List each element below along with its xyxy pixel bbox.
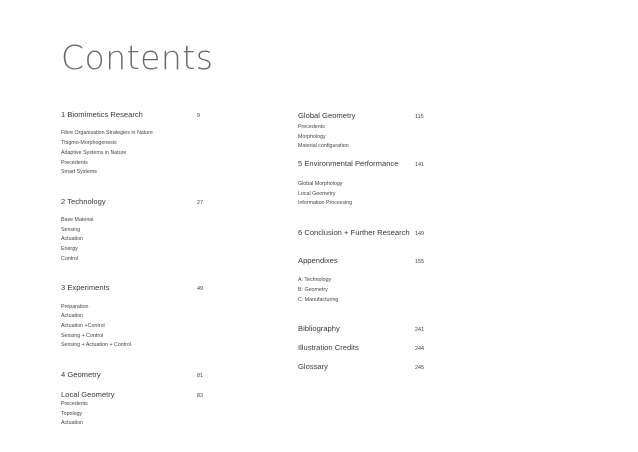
toc-subsection[interactable]: Precedents — [61, 160, 88, 166]
toc-subsection[interactable]: Sensing — [61, 227, 81, 233]
toc-section-title: Global Geometry — [298, 111, 356, 120]
toc-page-number: 81 — [197, 373, 203, 379]
toc-subsection[interactable]: Local Geometry — [298, 191, 336, 197]
toc-page-number: 244 — [415, 346, 424, 352]
toc-chapter-title: 1 Biomimetics Research — [61, 110, 143, 119]
toc-page-number: 155 — [415, 259, 424, 265]
toc-subsection[interactable]: Actuation — [61, 236, 84, 242]
toc-page-number: 27 — [197, 200, 203, 206]
toc-subsection[interactable]: Actuation — [61, 313, 84, 319]
toc-subsection[interactable]: A: Technology — [298, 277, 332, 283]
toc-chapter-title: 6 Conclusion + Further Research — [298, 228, 410, 237]
toc-chapter-title: 4 Geometry — [61, 370, 101, 379]
toc-subsection[interactable]: Precedents — [61, 401, 88, 407]
toc-subsection[interactable]: Information Processing — [298, 200, 353, 206]
toc-subsection[interactable]: Sensing + Control — [61, 333, 104, 339]
toc-page-number: 149 — [415, 231, 424, 237]
toc-subsection[interactable]: Smart Systems — [61, 169, 97, 175]
toc-page-number: 141 — [415, 162, 424, 168]
toc-chapter-title: Bibliography — [298, 324, 340, 333]
toc-subsection[interactable]: Topology — [61, 411, 83, 417]
toc-subsection[interactable]: Base Material — [61, 217, 94, 223]
toc-subsection[interactable]: Material configuration — [298, 143, 349, 149]
toc-chapter-title: 2 Technology — [61, 197, 106, 206]
toc-subsection[interactable]: Thigmo-Morphogenesis — [61, 140, 117, 146]
toc-chapter-title: Illustration Credits — [298, 343, 359, 352]
toc-page-number: 83 — [197, 393, 203, 399]
toc-subsection[interactable]: B: Geometry — [298, 287, 328, 293]
toc-subsection[interactable]: Actuation +Control — [61, 323, 105, 329]
toc-page-number: 245 — [415, 365, 424, 371]
toc-subsection[interactable]: Global Morphology — [298, 181, 343, 187]
toc-subsection[interactable]: Preparation — [61, 304, 89, 310]
page-title: Contents — [61, 38, 214, 77]
toc-section-title: Local Geometry — [61, 390, 115, 399]
toc-subsection[interactable]: Actuation — [61, 420, 84, 426]
toc-chapter-title: 3 Experiments — [61, 283, 110, 292]
toc-subsection[interactable]: Control — [61, 256, 79, 262]
toc-chapter-title: Appendixes — [298, 256, 338, 265]
toc-subsection[interactable]: Morphology — [298, 134, 326, 140]
toc-chapter-title: Glossary — [298, 362, 328, 371]
toc-subsection[interactable]: C: Manufacturing — [298, 297, 339, 303]
toc-subsection[interactable]: Adaptive Systems in Nature — [61, 150, 127, 156]
toc-page-number: 9 — [197, 113, 200, 119]
toc-page-number: 115 — [415, 114, 424, 120]
toc-subsection[interactable]: Sensing + Actuation + Control — [61, 342, 132, 348]
toc-subsection[interactable]: Precedents — [298, 124, 325, 130]
toc-chapter-title: 5 Environmental Performance — [298, 159, 399, 168]
toc-subsection[interactable]: Fibre Organisation Strategies in Nature — [61, 130, 153, 136]
toc-subsection[interactable]: Energy — [61, 246, 78, 252]
toc-page-number: 49 — [197, 286, 203, 292]
toc-page-number: 241 — [415, 327, 424, 333]
